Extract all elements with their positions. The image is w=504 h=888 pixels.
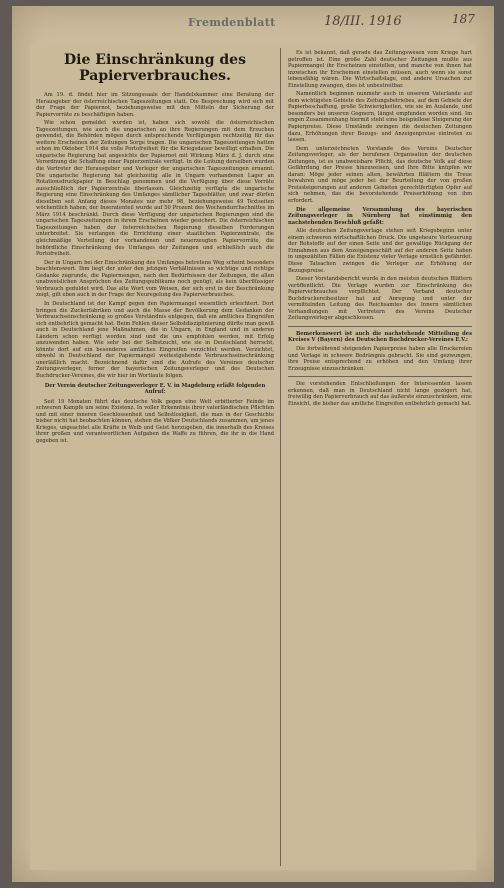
paragraph: Am 19. d. findet hier im Sitzungssaale der Handelskammer eine Beratung der Herausgeber der österreichischen Tageszeitungen statt. Die Besprechung wird sich mit der Frage der Papiernot, beziehungsweise mit den Mitteln der Sicherung der Papiervorräte zu beschäftigen haben. [36,92,274,118]
paragraph: Wie schon gemeldet worden ist, haben sich sowohl die österreichischen Tageszeitungen, wie auch die ungarischen an ihre Regierungen mit dem Ersuchen gewendet, die Behörden mögen durch entsprechende Verfügungen rechtzeitig für das weitere Erscheinen der Zeitungen Sorge tragen. Die ungarischen Tageszeitungen hatten schon im Oktober 1914 die volle Portofreiheit für die Kriegsdauer bewilligt erhalten. Die ungarische Regierung hat angesichts der Papiernot mit Wirkung März d. J. durch eine Verordnung die Schaffung einer Papierzentrale verfügt. In die Leitung derselben wurden die Vertreter der Herausgeber und Verleger der ungarischen Tageszeitungen ernannt. Die ungarische Regierung hat gleichzeitig alle in Ungarn vorhandenen Lager an Rotationsdruckpapier in Beschlag genommen und die Verfügung über diese Vorräte ausschließlich der Papierzentrale überlassen. Gleichzeitig verfügte die ungarische Regierung eine Einschränkung des Umfanges sämtlicher Tagesblätter, und zwar dürfen dieselben seit Anfang dieses Monates nur mehr 98, beziehungsweise 49 Textseiten wöchentlich haben; der Inseratenteil wurde auf 50 Prozent des Wochendurchschnittes im März 1914 beschränkt. Durch diese Verfügung der ungarischen Regierungen sind die ungarischen Tageszeitungen in ihrem Erscheinen wieder gesichert. Die österreichischen Tageszeitungen haben der österreichischen Regierung dieselben Forderungen unterbreitet. Sie verlangen die Errichtung einer staatlichen Papierzentrale, die gleichmäßige Verteilung der vorhandenen und neuerzeugten Papiervorräte, die behördliche Einschränkung des Umfanges der Zeitungen und schließlich auch die Portofreiheit. [36,120,274,258]
paragraph: Die fortwährend steigenden Papierpreise haben alle Druckereien und Verlage in schwere Bedrängnis gebracht. Sie sind gezwungen, ihre Preise entsprechend zu erhöhen und den Umfang ihrer Erzeugnisse einzuschränken. [288,345,472,372]
subheading: Der Verein deutscher Zeitungsverleger E. V. in Magdeburg erläßt folgenden Aufruf: [44,382,266,396]
paragraph: Es ist bekannt, daß gerade das Zeitungswesen vom Kriege hart getroffen ist. Eine große Zahl deutscher Zeitungen mußte aus Papiermangel ihr Erscheinen einstellen, und manche von ihnen hat inzwischen ihr Erscheinen einstellen müssen, auch wenn sie sonst lebensfähig wären. Die Wirtschaftslage, und andere Ursachen zur Einstellung zwangen, dies ist unbestreitbar. [288,50,472,89]
divider [288,376,472,377]
paragraph: Die allgemeine Versammlung des bayerischen Zeitungsverleger in Nürnberg hat einstimmig den nachstehenden Beschluß gefaßt: [288,206,472,226]
column-divider [280,48,281,866]
page-number: 187 [452,12,475,26]
right-column [288,50,472,409]
divider [288,326,472,327]
handwritten-date: 18/III. 1916 [324,14,402,29]
left-column [36,50,274,446]
masthead: Fremdenblatt [188,16,276,29]
paragraph: Bemerkenswert ist auch die nachstehende Mitteilung des Kreises V (Bayern) des Deutschen Buchdrucker-Vereines E.V.: [288,330,472,344]
paragraph: Namentlich beginnen nunmehr auch in unserem Vaterlande auf dem wichtigsten Gebiete des Zeitungsbetriebes, auf dem Gebiete der Papierbeschaffung, große Schwierigkeiten, wie sie im Auslande, und besonders bei unseren Gegnern, längst empfunden worden sind. Im engen Zusammenhang hiermit steht eine beispiellose Steigerung der Papierpreise. Diese Umstände zwingen die deutschen Zeitungen dazu, Erhöhungen ihrer Bezugs- und Anzeigenpreise eintreten zu lassen. [288,91,472,144]
newspaper-clipping [12,6,494,882]
headline: Die Einschränkung des Papierverbrauches. [64,52,246,84]
paragraph: Der in Ungarn bei der Einschränkung des Umfanges betretene Weg scheint besonders beachtenswert. Ihm liegt der unter den jetzigen Verhältnissen so wichtige und richtige Gedanke zugrunde, die Papiermengen, nach den Bedürfnissen der Zeitungen, die allen unabweislichen Ansprüchen des Zeitungspublikums noch genügt, als kein überflüssiger Verbrauch geduldet wird. Das alte Wort vom Weisen, der sich erst in der Beschränkung zeigt, gilt eben auch in der Frage der Neuregelung des Papierverbrauches. [36,259,274,299]
paragraph: Dieser Vorstandsbericht wurde in den meisten deutschen Blättern veröffentlicht. Die Verlage wurden zur Einschränkung des Papierverbrauches verpflichtet. Der Verband deutscher Buchdruckereibesitzer hat auf Anregung und unter der vermittelnden Leitung des Reichsamtes des Innern sämtlichen Verhandlungen mit Vertretern des Vereins Deutscher Zeitungsverleger abgeschlossen. [288,276,472,322]
paragraph: Alle deutschen Zeitungsverlage stehen seit Kriegsbeginn unter einem schweren wirtschaftlichen Druck. Die ungeheure Verteuerung der Rohstoffe auf der einen Seite und der gewaltige Rückgang der Einnahmen aus dem Anzeigengeschäft auf der anderen Seite haben in ungezählten Fällen die Existenz vieler Verlage ernstlich gefährdet. Diese Tatsachen zwingen die Verleger zur Erhöhung der Bezugspreise. [288,228,472,274]
paragraph: Seit 19 Monaten führt das deutsche Volk gegen eine Welt erbitterter Feinde im schweren Kampfe um seine Existenz. In voller Erkenntnis ihrer vaterländischen Pflichten und mit einer inneren Geschlossenheit und Selbstlosigkeit, die man in der Geschichte bisher nicht hat beobachten können, stehen die Völker Deutschlands zusammen, um jenes Krieges, ungeachtet alle Kräfte in Weib und Geist herzugeben, die innerhalb des Kreises ihrer großen und verantwortlichen Aufgaben die Waffe zu führen, die ihr in die Hand gegeben ist. [36,398,274,444]
article-body [30,44,476,870]
paragraph: Dem unterzeichneten Vorstande des Vereins Deutscher Zeitungsverleger, als der berufenen Organisation der deutschen Zeitungen, ist es unabweisbare Pflicht, das deutsche Volk auf diese Gefährdung der Presse hinzuweisen, und Ihre Bitte knüpfen wir daran: Möge jeder seinen alten, bewährten Blättern die Treue bewahren und möge jeder bei der Beurteilung der von großen Preissteigerungen auf anderen Gebieten gerechtfertigten Opfer auf sich nehmen, das die bevorstehende Preiserhöhung von ihm erfordert. [288,145,472,205]
paragraph: Die vorstehenden Entschließungen der Interessenten lassen erkennen, daß man in Deutschland nicht lange gezögert hat, freiwillig den Papierverbrauch auf das äußerste einzuschränken, eine Einsicht, die bisher das amtliche Eingreifen entbehrlich gemacht hat. [288,381,472,407]
paragraph: In Deutschland ist der Kampf gegen den Papiermangel wesentlich erleichtert. Dort bringen die Zuckerfabriken und auch die Masse der Bevölkerung dem Gedanken der Verbrauchseinschränkung so großes Verständnis entgegen, daß ein amtliches Eingreifen sich entbehrlich gemacht hat. Beim Fehlen dieser Selbstdisziplinierung dürfte man gewiß auch in Deutschland jene Maßnahmen, die in Ungarn, in England und in anderen Ländern schon verfügt worden sind und die uns empfohlen werden, mit Erfolg anzuwenden haben. Wie sehr bei der Selbstzucht, wie sie in Deutschland herrscht, könnte dort auf ein besonderes amtliches Eingreifen verzichtet werden. Verzichtet, obwohl in Deutschland der Papiermangel weitestgehende Verbrauchseinschränkung unerläßlich macht. Bezeichnend dafür sind die Aufrufe des Vereines deutscher Zeitungsverleger, ferner der bayerischen Zeitungsverleger und des Deutschen Buchdrucker-Vereines, die wir hier im Wortlaute folgen. [36,300,274,379]
